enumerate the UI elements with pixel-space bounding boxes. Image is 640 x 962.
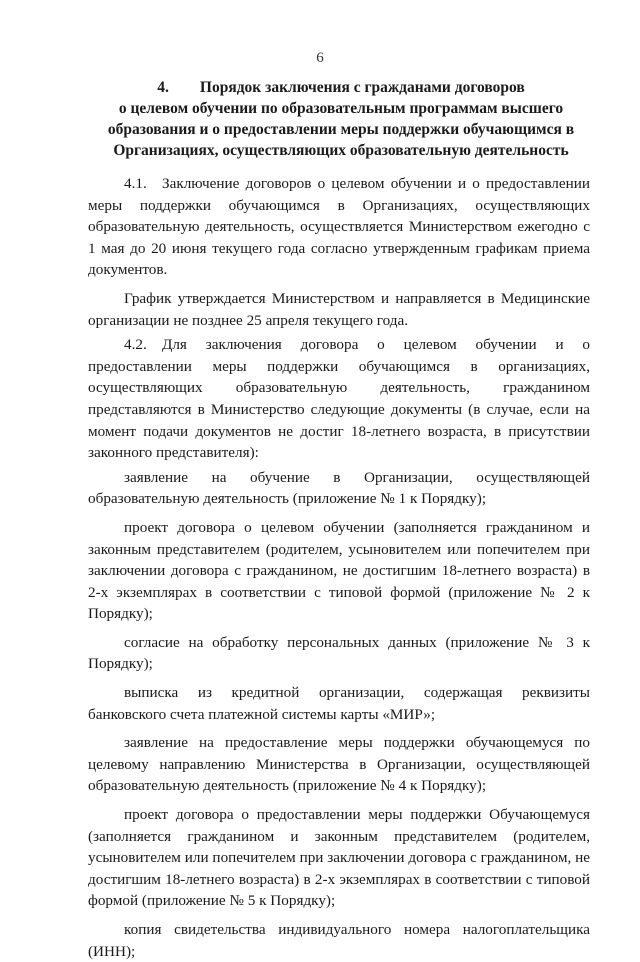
list-item-contract-draft: проект договора о целевом обучении (заполняется гражданином и законным представителем (родителем, усыновителем или попечителем при заключении договора с гражданином, не достигшим 18-летнего возраста) в 2-х экземплярах в соответствии с типовой формой (приложение № 2 к Порядку); (88, 518, 590, 623)
paragraph-4-1: 4.1. Заключение договоров о целевом обучении и о предоставлении меры поддержки обучающимся в Организациях, осуществляющих образовательную деятельность, осуществляется Министерством ежегодно с 1 мая до 20 июня текущего года согласно утвержденным графикам приема документов. (88, 175, 590, 279)
page-number: 6 (316, 50, 324, 66)
list-item-application: заявление на обучение в Организации, осуществляющей образовательную деятельность (приложение № 1 к Порядку); (88, 468, 590, 508)
section-heading (96, 77, 586, 161)
list-item-inn-copy: копия свидетельства индивидуального номера налогоплательщика (ИНН); (88, 921, 590, 960)
list-item-support-application: заявление на предоставление меры поддержки обучающемуся по целевому направлению Министерства в Организации, осуществляющей образовательную деятельность (приложение № 4 к Порядку); (88, 734, 590, 795)
paragraph-schedule: График утверждается Министерством и направляется в Медицинские организации не позднее 25 апреля текущего года. (88, 289, 590, 329)
document-body (88, 173, 590, 962)
paragraph-4-2: 4.2. Для заключения договора о целевом обучении и о предоставлении меры поддержки обучающимся в организациях, осуществляющих образовательную деятельность, гражданином представляются в Министерство следующие документы (в случае, если на момент подачи документов не достиг 18-летнего возраста, в присутствии законного представителя): (88, 336, 590, 462)
heading-line-4: Организациях, осуществляющих образовательную деятельность (113, 142, 569, 159)
list-item-consent: согласие на обработку персональных данных (приложение № 3 к Порядку); (88, 633, 590, 673)
heading-line-2: о целевом обучении по образовательным программам высшего (118, 100, 564, 117)
heading-line-1: 4. Порядок заключения с гражданами договоров (157, 79, 525, 96)
list-item-support-contract-draft: проект договора о предоставлении меры поддержки Обучающемуся (заполняется гражданином и законным представителем (родителем, усыновителем или попечителем при заключении договора с гражданином, не достигшим 18-летнего возраста) в 2-х экземплярах в соответствии с типовой формой (приложение № 5 к Порядку); (88, 806, 590, 910)
list-item-bank-statement: выписка из кредитной организации, содержащая реквизиты банковского счета платежной системы карты «МИР»; (88, 684, 590, 723)
heading-line-3: образования и о предоставлении меры поддержки обучающимся в (107, 121, 575, 138)
